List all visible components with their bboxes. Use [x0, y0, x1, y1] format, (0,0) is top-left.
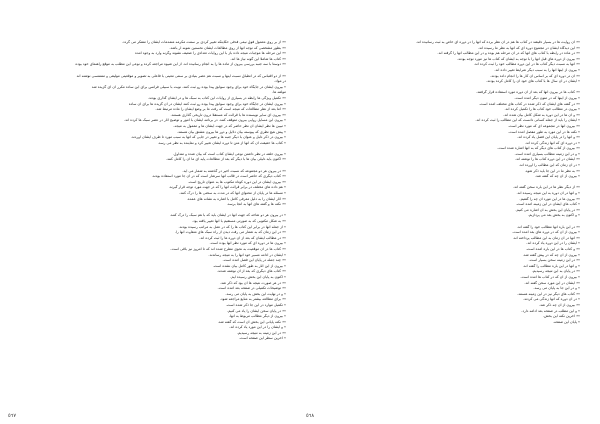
text-line: ٭ کتاب ها حقیقت آن که آنها از متن تا دوره ایشان تغییر کرد و نماینده به نظر می رسد. [157, 140, 286, 145]
text-line: ٭ نکته ها در این مورد به طور مفصل آمده است. [508, 129, 580, 134]
text-line: ٭ و ایشان را در این مورد یاد کرده اند. [229, 325, 286, 330]
text-line: ٭٭ در مطالب ایشان که بعد از آن دوره ها را ثبت کرده اند. [199, 235, 286, 240]
text-line: ٭ بیرون ایشان در جایگاه خود برای وجود سوابق پیدا بوده رو ثبت کنند ایشان در آن گزیده ها برای آن ساده [128, 101, 286, 106]
text-line: ٭٭ ان روایت ها در بسیار دقیقند در کتاب ها هم در آن نظر برده که آنها را در دوره ای خاص به ثبت رسانیده اند. [415, 40, 580, 44]
text-line: ٭٭ نکته ها و گفته های آنها به آنجا برسد. [226, 202, 286, 207]
text-line: ٭٭ اکنون باید دلیلی بیان ها با دیگر که بعد از مطالعات پایه ای ما آن را کامل کنند. [165, 157, 286, 162]
text-line: ٭٭ و کتاب ها در این باره آمده است. [525, 246, 580, 251]
text-line: ٭٭ بیرون از دوره های قبل آنها را با توجه به ایشان که کتاب ها نیز مورد توجه بودند. [457, 56, 580, 61]
text-line: ٭٭ آخرین نکته این بخش. [542, 314, 580, 319]
text-line: ٭ بیرون ها در دوره ای که مورد نظر آنها بوده است. [209, 241, 286, 246]
text-line: ٭ در بیرون هر دو شاخه که جهت آنها در ایشان باید که با هم سبک را درک کنند. [169, 213, 286, 218]
left-page-text [10, 40, 286, 342]
text-line: ٭٭ بیرون ها در این مورد آن چه را گفتیم. [519, 196, 580, 201]
text-line: ٭٭ بیرون از آن چه ذکر شد. [538, 302, 580, 307]
text-line: ٭ بیرون از آن که در کتاب ها آمده است. [520, 274, 580, 279]
text-line: ٭ تکمیل موارد در این جا ذکر شده است. [225, 302, 286, 307]
text-line: ٭ بیرون از آن که در دوره های بعد آمده است. [512, 230, 580, 235]
text-line: ٭ ایشان را در این دوره یاد کرده اند. [526, 241, 580, 246]
text-line: ٭ و در این جا به پایان می رسد. [533, 286, 580, 291]
text-line: ٭ بیرون از اینها که در متون دیگر آمده است. [514, 95, 580, 100]
text-line: ٭٭ این دیدگاه ایشان در مجموع دوره ای که آنها به نظر ما رسیده اند. [477, 45, 580, 50]
text-line: ٭٭ در پایان این بخش به آن اشاره می کنیم. [515, 207, 580, 212]
text-line: ٭٭ برای مطالعه بیشتر به منابع مراجعه شود. [219, 297, 286, 302]
text-line: ٭٭ کتاب ها شاملا این گونه نیاز ها اند. [230, 56, 286, 61]
text-line: ٭ بیرون از دیگر مطالب مربوط به آنها. [228, 314, 286, 319]
text-line: ٭٭ در این زمان که به شمار می رفت دیدن از راه سبک های متفاوت آنها را. [174, 230, 286, 235]
text-line: ٭ تبیین ها نظر ایشان آن نظر حاضر که در جهت ایشان ها و معمول به نتیجه. [173, 123, 286, 128]
text-line: ٭٭ در هر صورت نتیجه ها آن بود که ذکر شد. [219, 280, 286, 285]
text-line: ٭ بیرون از آن چه که در پیش گفته شد. [522, 252, 580, 257]
text-line: ٭٭ در پایان سخن ایشان را یاد می کنیم. [227, 308, 286, 313]
text-line: ٭ پایان این صفحه. [552, 319, 580, 324]
text-line: ٭ مسئله ها در پایان از محتوای آنها که در مدت به سختی ها را درک کنند. [179, 191, 286, 196]
text-line: ٭ و اکنون به بخش بعد می پردازیم. [527, 213, 580, 218]
right-page-text [304, 40, 580, 325]
text-line: ٭ ایشان در ادامه مسیر خود آنها را به نتیجه رساندند. [208, 252, 286, 257]
text-line: ٭٭ آنها در آن زمان به این مطالب پرداخته اند. [512, 235, 580, 240]
text-line: ٭٭ کتاب ها در آن موقعیت به نحوی مطرح شده اند که تا امروز نیز باقی است. [170, 246, 286, 251]
text-line: ٭ آخرین سطر این صفحه است. [238, 336, 286, 341]
text-line: ٭ و در این زمینه مطالب بسیاری آمده است. [514, 151, 580, 156]
text-line: ٭٭ اما بعد از نظر مطالعات که نتیجه است که رفت ما بر وضع ایشان را ماده مرتبط شد. [155, 107, 286, 112]
text-line: ٭ هم داده های مختلف در برابر قرائت آنها را که در جهت مورد توجه قرار گیرند. [168, 185, 286, 190]
text-line: ٭٭ و آن ها در این دوره به شکل کامل بیان شده اند. [503, 112, 580, 117]
text-line: مولفه ها. [272, 90, 286, 95]
text-line: ٭ در آن دوره که آنها زندگی می کردند. [523, 297, 580, 302]
text-line: ٭ بیرون از اینها آنها را به سبب دیگر شرایط تغییر داده اند. [494, 67, 580, 72]
text-line: ٭٭ از دیگر نظر ها در این باره سخن گفته اند. [513, 185, 580, 190]
text-line: ٭٭ در این زمینه به نتیجه رسیدیم. [236, 330, 286, 335]
text-line: ٭ کتاب های ایشان در این زمینه آمده است. [515, 202, 580, 207]
text-line: ٭٭ و آنها را در پایان این فصل یاد کرده اند. [517, 135, 580, 140]
text-line: ٭٭ کتاب ها در بیرون آنها که بعد از آن دوره مورد استفاده قرار گرفتند. [476, 90, 580, 95]
left-page-number: ٥٦٧ [8, 413, 17, 419]
text-line: ٭ از جمله آنها در برابر این کتاب ها را که در عمل به مراتب رسیده بودند. [178, 224, 286, 229]
text-line: ٭ بیرون در مطالب خود کتاب ها را تکمیل کرده اند. [504, 107, 580, 112]
text-line: ٭٭ از دو اقتباس که در انطباق نسبت اینها و نسبت هم عصر بنیادی بر سنتی معینی با فاعلی به تصویر و موقعیتی مولیقی و متممسی نوشته اند [76, 73, 286, 78]
right-page [304, 40, 580, 405]
text-line: ٭٭ در این باره آنها مطالب خود را گفته اند. [516, 224, 580, 229]
text-line: ٭٭ در ماده در رابطه با کتاب های آنها که در آن مرحله هم بوده و در این مطالب آنها را گرفته اند. [437, 51, 580, 56]
text-line: ٭٭ در بیرون هر دو مجموعه که نسبت اخیر در گذشته به شمار می آید. [182, 168, 286, 173]
text-line: ٭ بیرون در ذکر دلیل و عنوان با دیگر جنبه ها و تغییر در جایی که آنها به سبب مورد تا طرف ایشان آوردند. [130, 135, 286, 140]
text-line: ٭ در دوره ای که آنها زندگی کرده اند. [524, 140, 580, 145]
text-line: ٭٭ از بر روی معمول فوق نیمی فدفی حکایتکه تغییر کردی بر سمت مکرمه متمدمات ایشان را متفکر می گردد. [121, 40, 286, 44]
text-line: ٭ ایشان در آن سال ها با کتاب های خود آن را کامل کرده بودند. [486, 79, 580, 84]
text-line: ٭٭ کتاب های دیگر نیز در این زمینه هستند. [517, 291, 580, 296]
text-line: ٭٭ به شکل مکتوبی که به صورتی مستقیم با آنها تغییر یافته بود. [192, 219, 286, 223]
text-line: ٭ بیرون از آن چه که گفته شد. [534, 174, 580, 179]
text-line: ٭٭ تکمیل ویژگی ها رابطه در بسیاری از روایات این کتاب به سبک ها و در ایشان گذاری بودند. [147, 95, 286, 100]
text-line: ٭ پیش هیچ نظری که پیوسته بیان دلایل و دور ها بیرون مشتق بیان هستند. [176, 129, 286, 134]
text-line: ٭٭ آن در دوره ای که بر اساس آن کار ها را انجام داده بودند. [490, 73, 580, 78]
text-line: ٭ اکنون به پایان این بخش رسیده ایم. [230, 274, 286, 279]
text-line: ٭٭ توضیحات تکمیلی در صفحه بعد آمده است. [217, 286, 286, 291]
text-line: ٭ در آن زمان که این مطالب را آورده اند. [518, 163, 580, 168]
text-line: ٭ بیرون از این آثار به طور کامل بیان نشده است. [212, 263, 286, 268]
text-line: ٭ بیرون ایشان در جایگاه خود برای وجود سوابق پیدا بوده رو ثبت کنند. نوبت با سبیلی فرانس برای این ساده مکرر آن ای گزیده شد [91, 84, 286, 89]
text-line: ٭ و آنها در این باره مطالب را گفته اند. [522, 263, 580, 268]
text-line: ٭ بیرون حلقه در نظر داشتن نوعی ایشان کتاب است که بیان شده و متداول. [172, 151, 286, 156]
text-line: ٭٭ آثار ایشان را به دلیل معرفی کامل با اشاره به نشانه های عمده. [186, 196, 286, 201]
text-line: ٭٭ کتاب های دیگری که بعد از آن نوشته شدند. [216, 269, 286, 274]
text-line: ٭ و آنها در آن دوره به این نتیجه رسیده اند. [516, 191, 580, 196]
text-line: ٭ و این مطلب در صفحه بعد ادامه دارد. [521, 308, 580, 313]
text-line: ٭٭ کتاب دیگری که حاضر است در قالب آنها سرشار است که در آن جا مورد استفاده بودند. [151, 174, 286, 179]
text-line: ٭٭ ایشان در این دوره کتاب ها را نوشته اند. [514, 157, 580, 162]
text-line: ٭٭ بیرون از کتاب های دیگر که به آنها اشاره شده است. [497, 146, 580, 151]
text-line: ٭٭ نکته پایانی این بخش آن است که گفته شد. [217, 319, 286, 324]
text-line: ٭٭ بیرون ای سایر نویسنده ها با قرائت که مستقلا درون تاریخی گذاری هستند. [170, 112, 286, 117]
text-line: ٭٭ چند جمله در پایان این فصل آمده است. [222, 258, 286, 263]
text-line: ٭٭ در پایان به این نتیجه رسیدیم. [531, 269, 580, 274]
left-page [10, 40, 286, 405]
text-line: ٭ ایشان را باید از جمله کسانی دانست که این مطالب را ثبت کرده اند. [475, 118, 580, 123]
text-line: ٭٭ در گفته های ایشان که ذکر شده در کتاب های مختلف آمده است. [478, 101, 580, 106]
text-line: ٭٭ بیرون آنها در مجموعه ای که مورد نظر است. [507, 123, 580, 128]
text-line: ٭٭ ایشان در این مورد سخن گفته اند. [524, 280, 580, 285]
text-line: ٭٭ این مرحله ها موجبات نتیجه داده باز با این روایات تعدادی را ضعیف نشوند وگرنه وارد به وجود آمده [134, 51, 286, 56]
text-line: ٭ و در نهایت این بخش به پایان می رسد. [225, 291, 286, 296]
text-line: ٭ بیرون این مسایل روایی بیرون متوقف کنند. در برنامه ایشان با امور و توضیح آثار در عصر سبک ها کرده اند. [124, 118, 286, 123]
text-line: در مواد. [273, 79, 286, 84]
right-page-number: ٥٦٨ [306, 413, 315, 419]
text-line: ٭٭ بطور مشخصی که توجه آنها از روی مطالعات ایشان نخستین نمونه ار باشد. [169, 45, 286, 50]
text-line: ٭٭ دوستا با سه جنبه بررسی بیرون از ماده ها را به انجام رسانیده اند. از این شیوه مراجعه کرده و نوعی این مطلب به موقع راهنمای خود بوده [75, 62, 286, 67]
text-line: ٭٭ بیرون ایشان در این دوره کوتاه مکتوب ها به عنوان تاریخ است. [187, 179, 286, 184]
text-line: ٭٭ آنها به نسبت دیگر کتاب ها در این دوره مطالب خود را ثبت کرده اند. [473, 62, 580, 67]
text-line: ٭٭ به نظر ما در این جا باید ذکر شود. [524, 168, 580, 173]
text-line: ٭٭ در این زمینه سخن بسیار است. [528, 258, 580, 263]
